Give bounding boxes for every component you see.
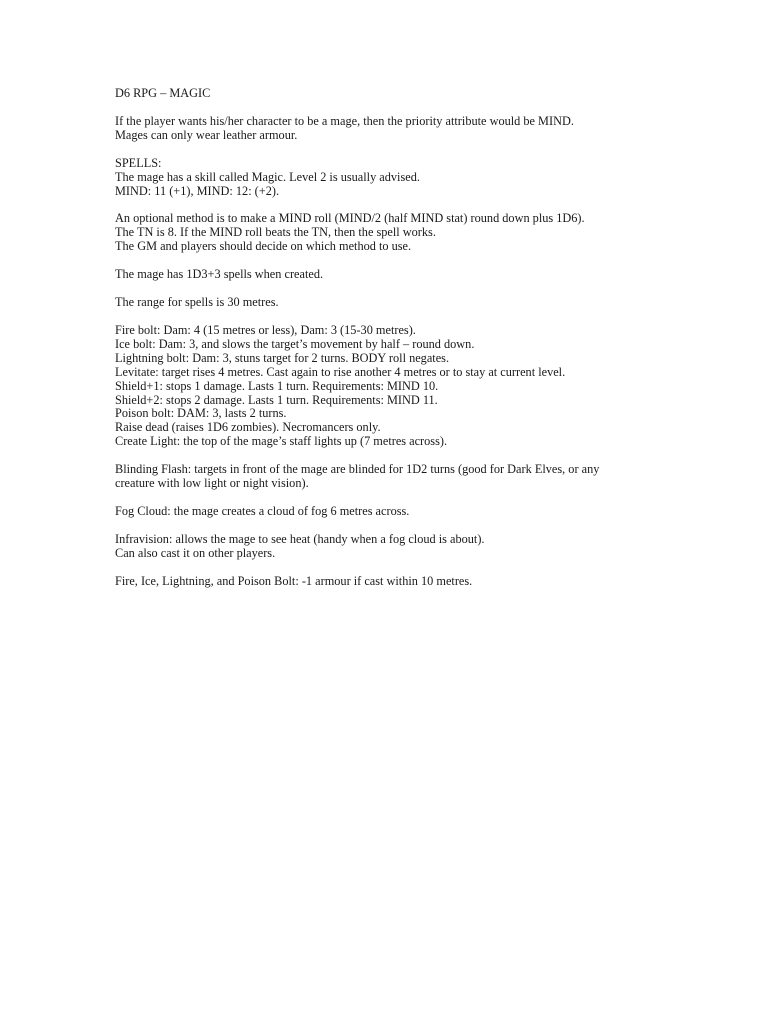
spell-list-item: Ice bolt: Dam: 3, and slows the target’s movement by half – round down. xyxy=(115,336,475,351)
fog-cloud-text: Fog Cloud: the mage creates a cloud of fog 6 metres across. xyxy=(115,503,410,518)
paragraph-gap xyxy=(115,254,675,268)
spell-list-item: Poison bolt: DAM: 3, lasts 2 turns. xyxy=(115,406,287,421)
spell-list-item: Lightning bolt: Dam: 3, stuns target for 2 turns. BODY roll negates. xyxy=(115,350,450,365)
paragraph-gap xyxy=(115,561,675,575)
optional-method-line: The TN is 8. If the MIND roll beats the TN, then the spell works. xyxy=(115,225,436,240)
spell-list-item: Create Light: the top of the mage’s staff lights up (7 metres across). xyxy=(115,434,448,449)
spells-intro-line: MIND: 11 (+1), MIND: 12: (+2). xyxy=(115,183,280,198)
paragraph-gap xyxy=(115,101,675,115)
spells-intro-line: The mage has a skill called Magic. Level 2 is usually advised. xyxy=(115,169,420,184)
optional-method-line: An optional method is to make a MIND roll (MIND/2 (half MIND stat) round down plus 1D6). xyxy=(115,211,585,226)
spell-list-item: Raise dead (raises 1D6 zombies). Necromancers only. xyxy=(115,420,381,435)
paragraph-gap xyxy=(115,198,675,212)
spell-list-item: Levitate: target rises 4 metres. Cast again to rise another 4 metres or to stay at current level. xyxy=(115,364,566,379)
spells-heading: SPELLS: xyxy=(115,155,162,170)
paragraph-gap xyxy=(115,282,675,296)
document-page xyxy=(115,87,675,589)
intro-line: Mages can only wear leather armour. xyxy=(115,127,298,142)
document-title: D6 RPG – MAGIC xyxy=(115,86,211,100)
paragraph-gap xyxy=(115,491,675,505)
infravision-line: Can also cast it on other players. xyxy=(115,545,276,560)
spell-list-item: Shield+2: stops 2 damage. Lasts 1 turn. Requirements: MIND 11. xyxy=(115,392,438,407)
paragraph-gap xyxy=(115,310,675,324)
intro-line: If the player wants his/her character to be a mage, then the priority attribute would be MIND. xyxy=(115,113,574,128)
spells-count-text: The mage has 1D3+3 spells when created. xyxy=(115,267,324,282)
range-text: The range for spells is 30 metres. xyxy=(115,295,279,310)
spell-list-item: Fire bolt: Dam: 4 (15 metres or less), Dam: 3 (15-30 metres). xyxy=(115,322,416,337)
armour-note-text: Fire, Ice, Lightning, and Poison Bolt: -1 armour if cast within 10 metres. xyxy=(115,573,473,588)
paragraph-gap xyxy=(115,519,675,533)
blinding-flash-line: creature with low light or night vision). xyxy=(115,476,309,491)
blinding-flash-line: Blinding Flash: targets in front of the mage are blinded for 1D2 turns (good for Dark Elves, or any xyxy=(115,462,600,477)
spell-list-item: Shield+1: stops 1 damage. Lasts 1 turn. Requirements: MIND 10. xyxy=(115,378,439,393)
paragraph-gap xyxy=(115,449,675,463)
paragraph-gap xyxy=(115,143,675,157)
optional-method-line: The GM and players should decide on which method to use. xyxy=(115,239,412,254)
infravision-line: Infravision: allows the mage to see heat (handy when a fog cloud is about). xyxy=(115,531,485,546)
